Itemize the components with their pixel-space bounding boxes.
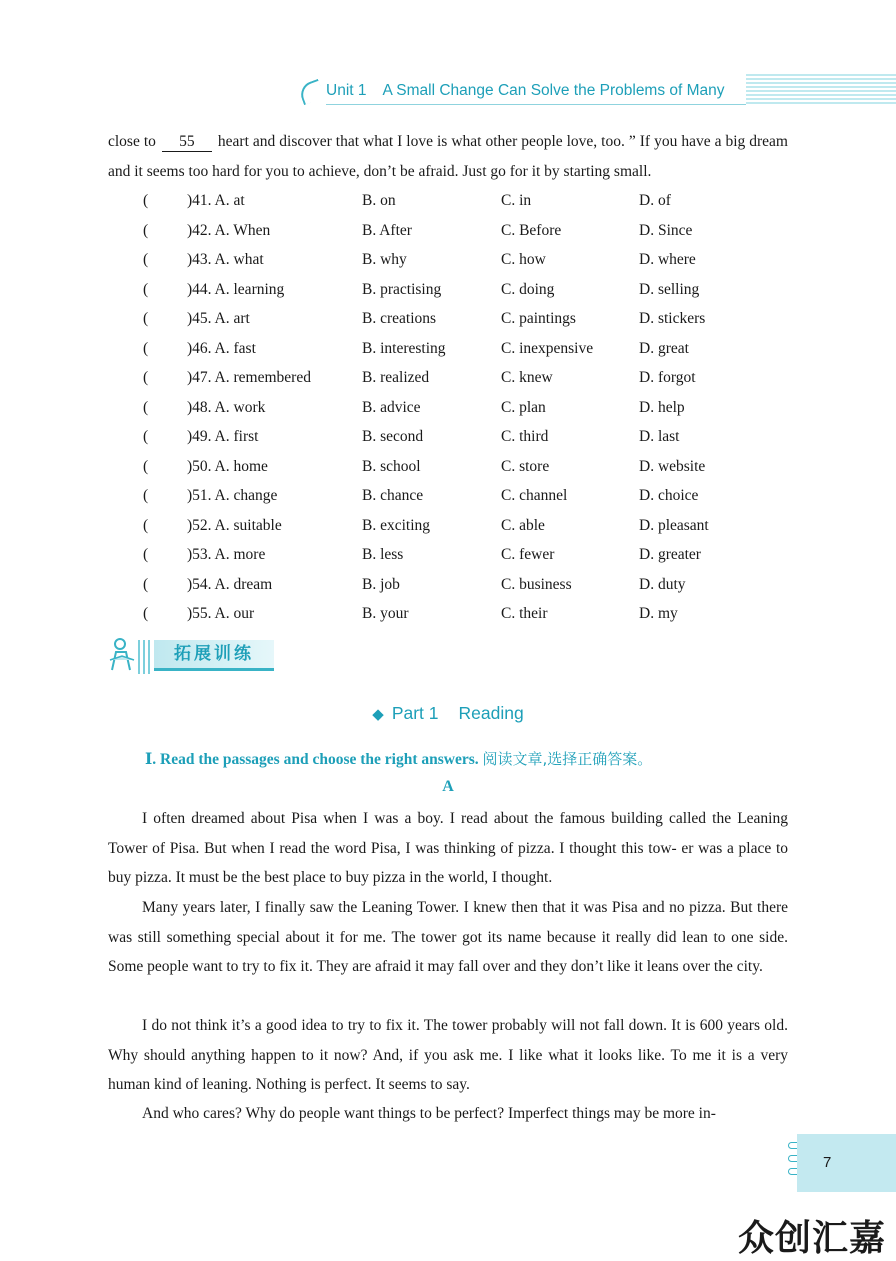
diamond-icon: ◆ (372, 706, 384, 723)
question-row (143, 186, 783, 216)
option-a: )47. A. remembered (187, 369, 311, 386)
answer-paren[interactable]: ( (143, 605, 149, 622)
question-row (143, 481, 783, 511)
passage-ending (108, 127, 788, 186)
option-d: D. pleasant (639, 516, 709, 534)
answer-blank: 55 (162, 133, 212, 152)
option-a: )42. A. When (187, 221, 271, 239)
answer-paren[interactable]: ( (143, 369, 149, 386)
option-a: )55. A. our (187, 605, 255, 622)
option-c: C. third (501, 428, 549, 445)
option-b: B. After (362, 221, 412, 239)
answer-paren[interactable]: ( (143, 457, 149, 475)
option-a: )49. A. first (187, 428, 259, 445)
option-a: )54. A. dream (187, 575, 273, 593)
reader-icon (108, 636, 138, 674)
option-d: D. of (639, 192, 671, 209)
option-b: B. on (362, 192, 396, 209)
watermark: 众创汇嘉 (738, 1218, 887, 1259)
option-a: )52. A. suitable (187, 516, 282, 534)
option-c: C. how (501, 251, 546, 268)
answer-paren[interactable]: ( (143, 428, 149, 445)
option-b: B. creations (362, 310, 437, 327)
running-header (300, 74, 896, 110)
passage-text: close to (108, 133, 156, 150)
instruction-numeral: Ⅰ. (145, 751, 157, 768)
question-row (143, 452, 783, 482)
option-c: C. knew (501, 369, 553, 386)
option-b: B. second (362, 428, 424, 445)
answer-paren[interactable]: ( (143, 487, 149, 504)
question-row (143, 363, 783, 393)
option-c: C. inexpensive (501, 339, 594, 357)
passage-letter: A (442, 778, 454, 795)
option-a: )51. A. change (187, 487, 278, 504)
question-row (143, 393, 783, 423)
option-c: C. paintings (501, 310, 576, 327)
answer-paren[interactable]: ( (143, 516, 149, 534)
answer-paren[interactable]: ( (143, 398, 149, 416)
option-c: C. in (501, 192, 532, 209)
option-a: )48. A. work (187, 398, 266, 416)
option-b: B. school (362, 457, 421, 475)
instruction (145, 748, 652, 769)
question-row (143, 422, 783, 452)
option-d: D. help (639, 398, 685, 416)
option-c: C. their (501, 605, 548, 622)
answer-paren[interactable]: ( (143, 251, 149, 268)
option-d: D. great (639, 339, 689, 357)
instruction-chinese: 阅读文章,选择正确答案。 (482, 750, 653, 768)
reading-paragraph: I do not think it’s a good idea to try to fix it. The tower probably will not fall down. It is 600 years old. Why should anything happen to it now? And, if you ask me. I like what it looks like. To me it is a very human kind of leaning. Nothing is perfect. It seems to say. (108, 1017, 788, 1093)
part-title: Reading (458, 703, 524, 723)
question-row (143, 570, 783, 600)
answer-paren[interactable]: ( (143, 221, 149, 239)
section-badge (108, 636, 274, 676)
question-list (143, 186, 783, 629)
option-b: B. advice (362, 398, 421, 416)
option-d: D. selling (639, 280, 700, 298)
question-row (143, 540, 783, 570)
option-b: B. your (362, 605, 409, 622)
question-row (143, 599, 783, 629)
option-b: B. exciting (362, 516, 431, 534)
question-row (143, 511, 783, 541)
option-d: D. my (639, 605, 678, 622)
option-c: C. channel (501, 487, 568, 504)
option-b: B. less (362, 546, 404, 563)
header-title (326, 82, 725, 100)
answer-paren[interactable]: ( (143, 280, 149, 298)
question-row (143, 304, 783, 334)
header-rule (326, 104, 746, 105)
reading-paragraph: I often dreamed about Pisa when I was a boy. I read about the famous building called the Leaning Tower of Pisa. But when I read the word Pisa, I was thinking of pizza. I thought this tow- er was a place to buy pizza. It must be the best place to buy pizza in the world, I thought. (108, 810, 788, 886)
option-d: D. duty (639, 575, 686, 593)
part-heading (0, 703, 896, 724)
option-d: D. where (639, 251, 696, 268)
option-a: )43. A. what (187, 251, 264, 268)
unit-title: A Small Change Can Solve the Problems of Many (382, 82, 725, 99)
option-d: D. Since (639, 221, 693, 239)
page-number: 7 (823, 1154, 832, 1171)
reading-paragraph: Many years later, I finally saw the Leaning Tower. I knew then that it was Pisa and no pizza. But there was still something special about it for me. The tower got its name because it really did lean to one side. Some people want to try to fix it. They are afraid it may fall over and they don’t like it leans over the city. (108, 899, 788, 975)
option-d: D. last (639, 428, 680, 445)
option-c: C. able (501, 516, 545, 534)
passage-text: heart and discover that what I love is what other people love, too. ” If you have a big dream and it seems too hard for you to achieve, don’t be afraid. Just go for it by starting small. (108, 133, 788, 180)
reading-paragraph: And who cares? Why do people want things to be perfect? Imperfect things may be more in- (142, 1105, 716, 1122)
option-a: )53. A. more (187, 546, 266, 563)
option-a: )44. A. learning (187, 280, 285, 298)
badge-stripes (138, 640, 152, 674)
option-c: C. doing (501, 280, 555, 298)
option-a: )46. A. fast (187, 339, 256, 357)
instruction-text: Read the passages and choose the right answers. (160, 751, 479, 768)
question-row (143, 216, 783, 246)
page-number-tab (797, 1134, 896, 1192)
header-stripe-band (746, 74, 896, 104)
unit-label: Unit 1 (326, 82, 367, 99)
option-d: D. forgot (639, 369, 696, 386)
answer-paren[interactable]: ( (143, 575, 149, 593)
option-a: )50. A. home (187, 457, 268, 475)
option-c: C. fewer (501, 546, 555, 563)
option-d: D. greater (639, 546, 701, 563)
option-d: D. choice (639, 487, 699, 504)
answer-paren[interactable]: ( (143, 339, 149, 357)
swoosh-icon (297, 79, 325, 105)
question-row (143, 245, 783, 275)
option-a: )41. A. at (187, 192, 245, 209)
option-a: )45. A. art (187, 310, 250, 327)
option-c: C. business (501, 575, 572, 593)
option-d: D. website (639, 457, 706, 475)
option-b: B. realized (362, 369, 430, 386)
option-c: C. plan (501, 398, 546, 416)
part-label: Part 1 (391, 703, 439, 723)
answer-paren[interactable]: ( (143, 310, 149, 327)
question-row (143, 275, 783, 305)
option-c: C. store (501, 457, 550, 475)
option-d: D. stickers (639, 310, 706, 327)
option-b: B. chance (362, 487, 424, 504)
option-c: C. Before (501, 221, 562, 239)
answer-paren[interactable]: ( (143, 546, 149, 563)
option-b: B. job (362, 575, 400, 593)
question-row (143, 334, 783, 364)
option-b: B. practising (362, 280, 442, 298)
option-b: B. interesting (362, 339, 446, 357)
option-b: B. why (362, 251, 407, 268)
answer-paren[interactable]: ( (143, 192, 149, 209)
badge-label: 拓展训练 (154, 640, 274, 671)
